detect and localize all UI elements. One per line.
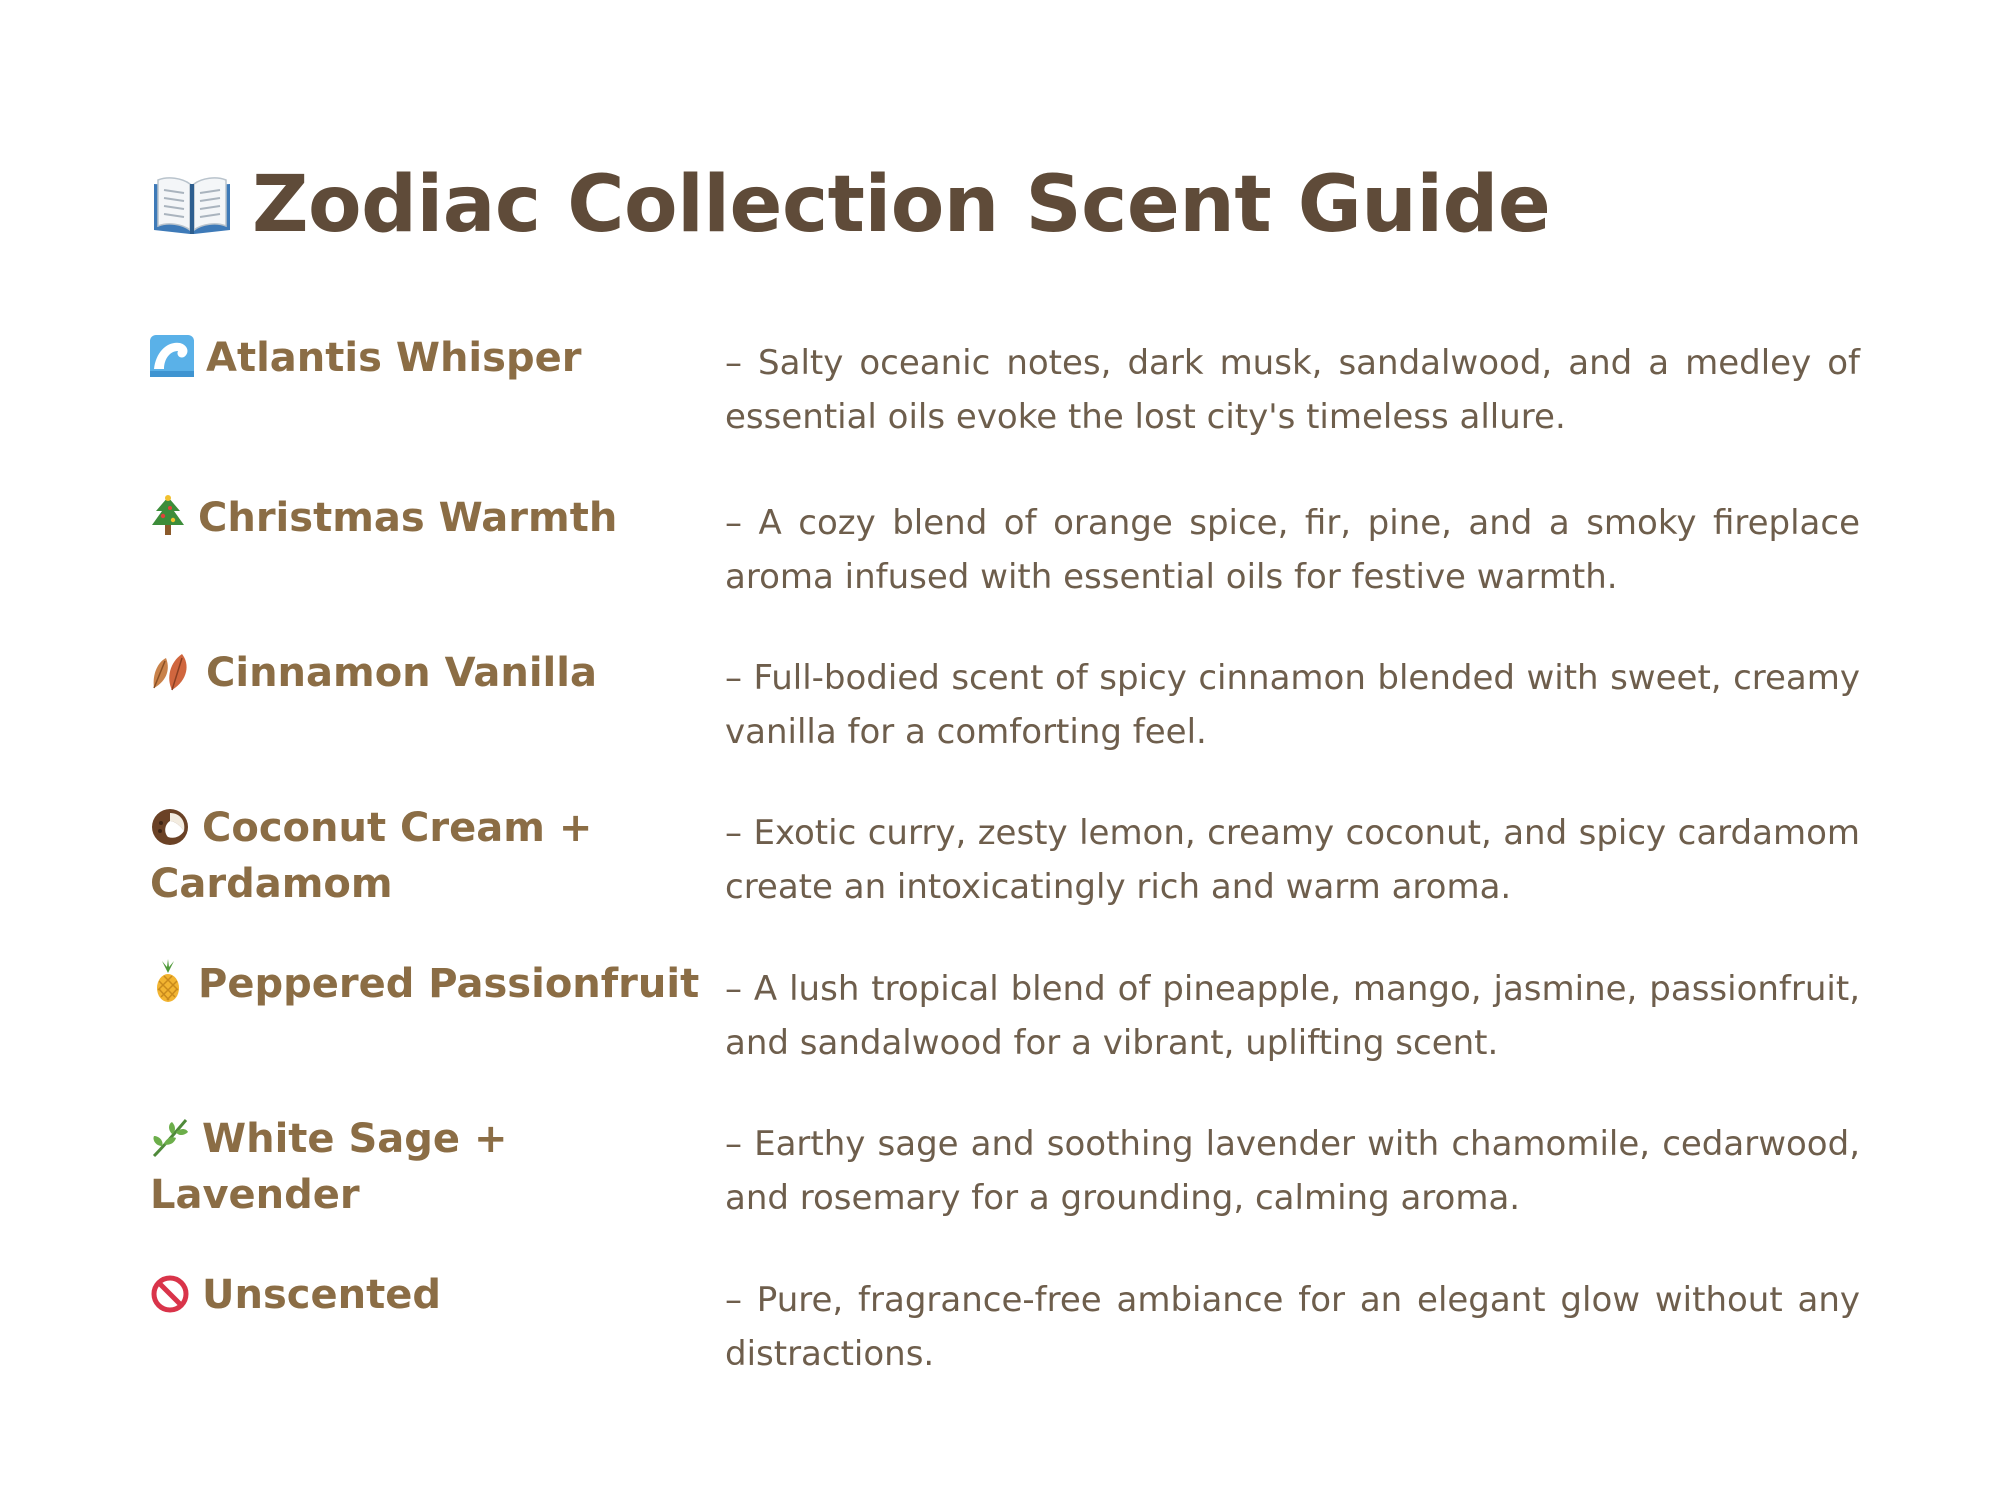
scent-name-text: Atlantis Whisper — [206, 335, 582, 381]
scent-name — [150, 956, 720, 1012]
scent-name-text: Peppered Passionfruit — [198, 961, 700, 1007]
herb-icon — [150, 1116, 190, 1158]
scent-name — [150, 490, 720, 546]
scent-name-text: Cinnamon Vanilla — [206, 650, 597, 696]
fallen-leaves-icon — [150, 652, 194, 692]
scent-name-text: Coconut Cream + Cardamom — [150, 805, 593, 907]
scent-name-text: Christmas Warmth — [198, 495, 618, 541]
prohibited-icon — [150, 1274, 190, 1314]
scent-description: – A lush tropical blend of pineapple, mango, jasmine, passionfruit, and sandalwood for a vibrant, uplifting scent. — [725, 969, 1860, 1063]
scent-name-text: Unscented — [202, 1272, 441, 1318]
open-book-icon — [150, 172, 234, 238]
scent-description: – Salty oceanic notes, dark musk, sandalwood, and a medley of essential oils evoke the lost city's timeless allure. — [725, 343, 1860, 437]
water-wave-icon — [150, 335, 194, 377]
christmas-tree-icon — [150, 495, 186, 537]
scent-description: – Exotic curry, zesty lemon, creamy coconut, and spicy cardamom create an intoxicatingly rich and warm aroma. — [725, 813, 1860, 907]
scent-description: – Earthy sage and soothing lavender with chamomile, cedarwood, and rosemary for a grounding, calming aroma. — [725, 1124, 1860, 1218]
page-title — [150, 150, 1550, 260]
scent-name-text: White Sage + Lavender — [150, 1116, 508, 1218]
coconut-icon — [150, 807, 190, 847]
scent-name — [150, 1111, 720, 1223]
pineapple-icon — [150, 959, 186, 1003]
scent-name — [150, 800, 720, 912]
scent-name — [150, 1267, 720, 1323]
scent-name — [150, 330, 720, 386]
scent-description: – Full-bodied scent of spicy cinnamon blended with sweet, creamy vanilla for a comforting feel. — [725, 658, 1860, 752]
scent-description: – Pure, fragrance-free ambiance for an elegant glow without any distractions. — [725, 1280, 1860, 1374]
page-title-text: Zodiac Collection Scent Guide — [252, 160, 1551, 250]
scent-description: – A cozy blend of orange spice, fir, pine, and a smoky fireplace aroma infused with essential oils for festive warmth. — [725, 503, 1860, 597]
scent-name — [150, 645, 720, 701]
